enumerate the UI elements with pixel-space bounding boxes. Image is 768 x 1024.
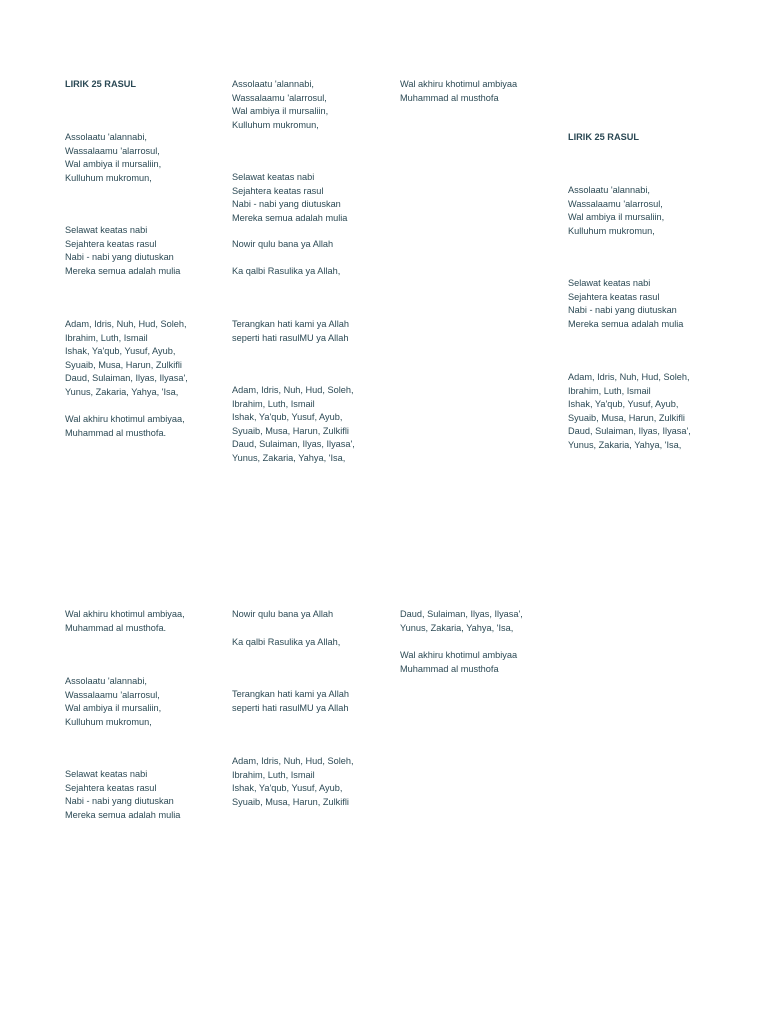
verse-line: Mereka semua adalah mulia (232, 212, 348, 223)
verse-line: Wal akhiru khotimul ambiyaa, (65, 609, 185, 619)
verse-line: Adam, Idris, Nuh, Hud, Soleh, (568, 372, 690, 382)
verse-arabic (232, 78, 328, 132)
verse-line: Assolaatu 'alannabi, (232, 79, 314, 89)
verse-line: Daud, Sulaiman, Ilyas, Ilyasa', (65, 373, 188, 384)
verse-line: Kulluhum mukromun, (65, 172, 152, 183)
verse-line: Muhammad al musthofa (400, 663, 499, 674)
verse-line: Terangkan hati kami ya Allah (232, 689, 349, 699)
verse-line: Kulluhum mukromun, (568, 225, 655, 236)
lyric-title: LIRIK 25 RASUL (568, 132, 639, 142)
verse-line: Daud, Sulaiman, Ilyas, Ilyasa', (568, 426, 691, 437)
verse-line: Ibrahim, Luth, Ismail (232, 769, 315, 780)
verse-translation (65, 224, 180, 278)
verse-translation (568, 277, 683, 331)
verse-line: Nabi - nabi yang diutuskan (568, 305, 677, 316)
verse-prophets (65, 318, 188, 400)
verse-terangkan (232, 688, 349, 715)
verse-terangkan (232, 318, 349, 345)
verse-nowir (232, 238, 333, 252)
verse-line: Wassalaamu 'alarrosul, (65, 689, 160, 700)
verse-prophets (232, 384, 355, 466)
verse-line: Ishak, Ya'qub, Yusuf, Ayub, (232, 412, 343, 423)
verse-line: Selawat keatas nabi (65, 769, 148, 779)
verse-line: Yunus, Zakaria, Yahya, 'Isa, (232, 452, 346, 463)
verse-line: Selawat keatas nabi (568, 278, 651, 288)
verse-line: Nabi - nabi yang diutuskan (65, 796, 174, 807)
verse-line: Sejahtera keatas rasul (65, 238, 157, 249)
verse-line: Adam, Idris, Nuh, Hud, Soleh, (232, 756, 354, 766)
verse-line: Mereka semua adalah mulia (568, 318, 684, 329)
verse-line: Assolaatu 'alannabi, (65, 676, 147, 686)
verse-translation (232, 171, 347, 225)
verse-line: Terangkan hati kami ya Allah (232, 319, 349, 329)
verse-line: Ka qalbi Rasulika ya Allah, (232, 637, 341, 647)
verse-line: Mereka semua adalah mulia (65, 265, 181, 276)
verse-line: Sejahtera keatas rasul (568, 291, 660, 302)
verse-line: Wal ambiya il mursaliin, (232, 106, 329, 117)
verse-arabic (568, 184, 664, 238)
verse-line: Wal akhiru khotimul ambiyaa, (65, 414, 185, 424)
verse-line: Wal ambiya il mursaliin, (65, 159, 162, 170)
verse-line: Daud, Sulaiman, Ilyas, Ilyasa', (400, 609, 523, 619)
verse-closing (65, 413, 185, 440)
verse-line: Syuaib, Musa, Harun, Zulkifli (65, 359, 182, 370)
verse-prophets (232, 755, 354, 809)
verse-qalbi (232, 265, 340, 279)
verse-line: Assolaatu 'alannabi, (568, 185, 650, 195)
verse-line: Wal ambiya il mursaliin, (65, 703, 162, 714)
verse-line: Ibrahim, Luth, Ismail (232, 398, 315, 409)
verse-line: seperti hati rasulMU ya Allah (232, 702, 349, 713)
verse-line: Sejahtera keatas rasul (65, 782, 157, 793)
verse-closing (400, 78, 517, 105)
verse-line: Nowir qulu bana ya Allah (232, 239, 334, 249)
verse-line: Nowir qulu bana ya Allah (232, 609, 334, 619)
verse-line: Sejahtera keatas rasul (232, 185, 324, 196)
verse-line: seperti hati rasulMU ya Allah (232, 332, 349, 343)
verse-line: Mereka semua adalah mulia (65, 809, 181, 820)
verse-line: Ibrahim, Luth, Ismail (568, 385, 651, 396)
verse-line: Wal akhiru khotimul ambiyaa (400, 650, 518, 660)
verse-line: Selawat keatas nabi (65, 225, 148, 235)
verse-qalbi (232, 636, 340, 650)
verse-nowir (232, 608, 333, 622)
verse-line: Adam, Idris, Nuh, Hud, Soleh, (65, 319, 187, 329)
verse-line: Adam, Idris, Nuh, Hud, Soleh, (232, 385, 354, 395)
verse-line: Muhammad al musthofa (400, 92, 499, 103)
verse-line: Ishak, Ya'qub, Yusuf, Ayub, (568, 399, 679, 410)
verse-arabic (65, 131, 161, 185)
verse-line: Syuaib, Musa, Harun, Zulkifli (568, 412, 685, 423)
verse-line: Daud, Sulaiman, Ilyas, Ilyasa', (232, 439, 355, 450)
verse-arabic (65, 675, 161, 729)
verse-line: Kulluhum mukromun, (232, 119, 319, 130)
verse-line: Muhammad al musthofa. (65, 622, 167, 633)
verse-line: Yunus, Zakaria, Yahya, 'Isa, (568, 439, 682, 450)
verse-line: Ishak, Ya'qub, Yusuf, Ayub, (65, 346, 176, 357)
verse-prophets (568, 371, 691, 453)
verse-line: Wassalaamu 'alarrosul, (568, 198, 663, 209)
verse-line: Assolaatu 'alannabi, (65, 132, 147, 142)
verse-closing (400, 649, 517, 676)
verse-line: Selawat keatas nabi (232, 172, 315, 182)
verse-line: Yunus, Zakaria, Yahya, 'Isa, (400, 622, 514, 633)
verse-translation (65, 768, 180, 822)
verse-closing (65, 608, 185, 635)
verse-line: Ishak, Ya'qub, Yusuf, Ayub, (232, 783, 343, 794)
verse-line: Kulluhum mukromun, (65, 716, 152, 727)
verse-prophets-end (400, 608, 523, 635)
verse-line: Muhammad al musthofa. (65, 427, 167, 438)
verse-line: Nabi - nabi yang diutuskan (232, 199, 341, 210)
verse-line: Ka qalbi Rasulika ya Allah, (232, 266, 341, 276)
verse-line: Yunus, Zakaria, Yahya, 'Isa, (65, 386, 179, 397)
lyric-title: LIRIK 25 RASUL (65, 79, 136, 89)
verse-line: Syuaib, Musa, Harun, Zulkifli (232, 425, 349, 436)
verse-line: Wal akhiru khotimul ambiyaa (400, 79, 518, 89)
verse-line: Nabi - nabi yang diutuskan (65, 252, 174, 263)
verse-line: Wal ambiya il mursaliin, (568, 212, 665, 223)
verse-line: Ibrahim, Luth, Ismail (65, 332, 148, 343)
verse-line: Wassalaamu 'alarrosul, (65, 145, 160, 156)
verse-line: Syuaib, Musa, Harun, Zulkifli (232, 796, 349, 807)
verse-line: Wassalaamu 'alarrosul, (232, 92, 327, 103)
